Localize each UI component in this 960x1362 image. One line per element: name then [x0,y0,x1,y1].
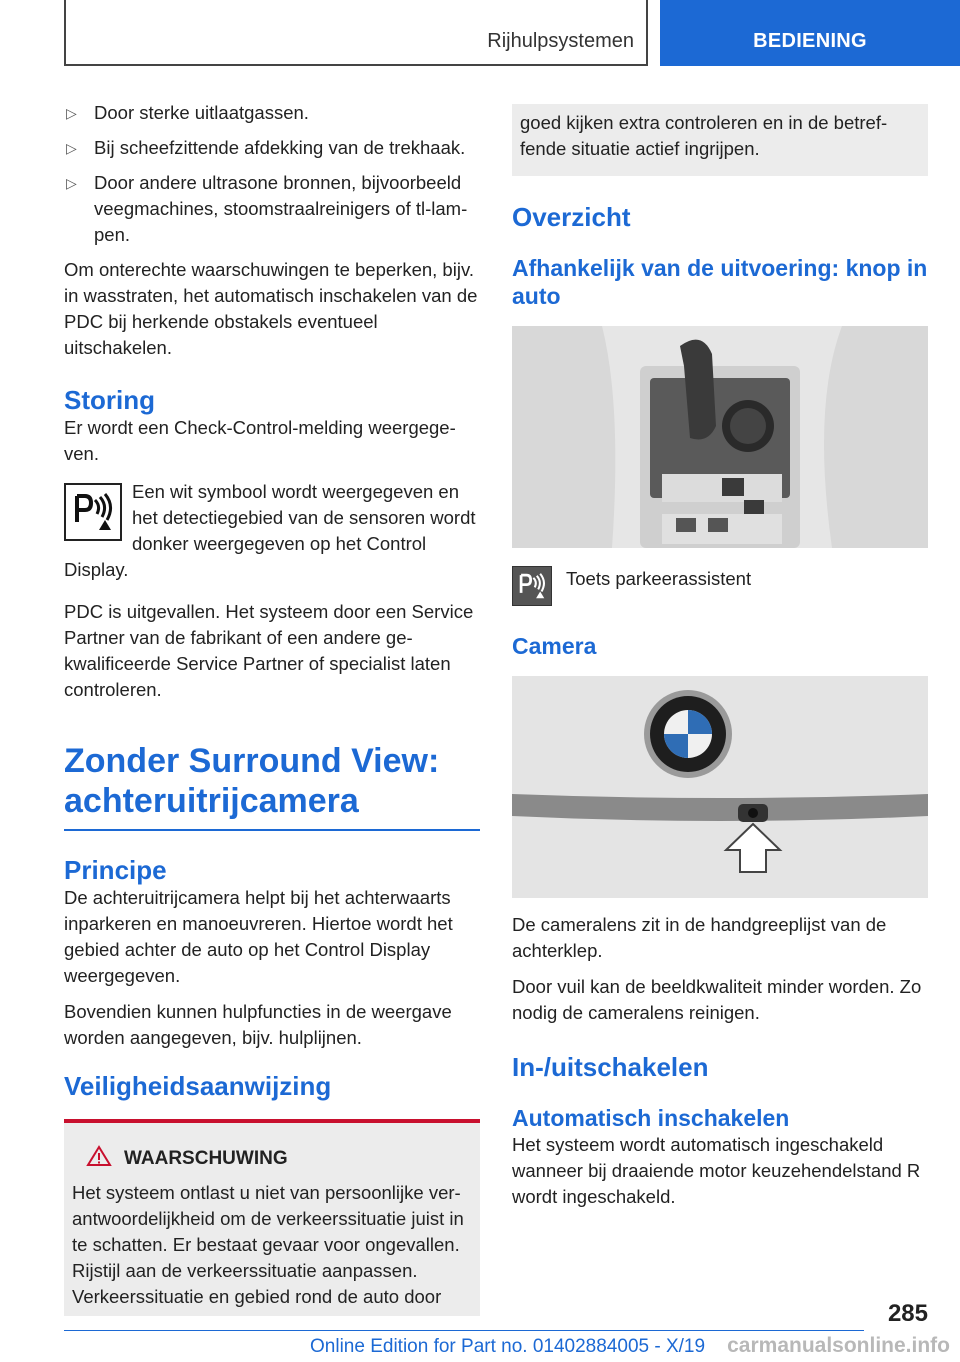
subsection-heading-automatisch: Automatisch inschakelen [512,1105,790,1131]
bullet-triangle-icon: ▷ [66,175,77,191]
heading-rule [64,829,480,831]
left-column [64,100,480,1316]
section-heading-principe: Principe [64,855,167,885]
section-heading-overzicht: Overzicht [512,202,631,232]
right-column [512,104,928,1220]
body-paragraph: Om onterechte waarschuwingen te beperken, bijv. in wasstraten, het automatisch inschakelen van de PDC bij herkende obstakels eventueel uitschakelen. [64,259,478,358]
bullet-triangle-icon: ▷ [66,105,77,121]
list-item: ▷ Bij scheefzittende afdekking van de trekhaak. [64,135,480,161]
symbol-paragraph [64,479,480,583]
subsection-heading-knop: Afhankelijk van de uitvoering: knop in auto [512,255,928,309]
body-paragraph: Bovendien kunnen hulpfuncties in de weergave worden aangegeven, bijv. hulplijnen. [64,1001,452,1048]
body-paragraph: De cameralens zit in de handgreeplijst van de achterklep. [512,914,887,961]
camera-photo [512,676,928,898]
warning-title: WAARSCHUWING [86,1145,472,1172]
header-section-title: Rijhulpsystemen [487,30,634,52]
warning-box [64,1119,480,1316]
page-number: 285 [887,1300,928,1327]
chapter-heading: Zonder Surround View: achteruitrijcamera [64,742,440,820]
subsection-heading-camera: Camera [512,633,597,659]
section-heading-veiligheid: Veiligheidsaanwijzing [64,1071,332,1101]
button-caption: Toets parkeerassistent [512,566,928,606]
header-chapter-label: BEDIENING [753,30,867,52]
header-chapter-tab[interactable] [660,0,960,66]
body-paragraph: Een wit symbool wordt weergegeven en het detectiegebied van de sensoren wordt donker weergegeven op het Control Display. [64,481,476,580]
watermark: carmanualsonline.info [727,1334,950,1357]
body-paragraph: PDC is uitgevallen. Het systeem door een Service Partner van de fabrikant of een andere gekwalificeerde Service Partner of specialist laten controleren. [64,601,474,700]
parking-sensor-icon [64,483,122,541]
warning-box-continued [512,104,928,176]
bullet-triangle-icon: ▷ [66,140,77,156]
body-paragraph: Door vuil kan de beeldkwaliteit minder worden. Zo nodig de cameralens reinigen. [512,976,922,1023]
warning-text: Het systeem ontlast u niet van persoonlijke verantwoordelijkheid om de verkeerssituatie juist in te schatten. Er bestaat gevaar voor ongevallen. Rijstijl aan de verkeerssituatie aanpassen. Verkeerssituatie en gebied rond de auto door [72,1182,464,1307]
warning-text: goed kijken extra controleren en in de betreffende situatie actief ingrijpen. [520,112,888,159]
section-heading-inuit: In-/uitschakelen [512,1052,709,1082]
header-section-frame [64,0,648,66]
parking-sensor-icon [512,566,552,606]
body-paragraph: Er wordt een Check-Control-melding weergegeven. [64,417,456,464]
body-paragraph: Het systeem wordt automatisch ingeschakeld wanneer bij draaiende motor keuzehendelstand R wordt ingeschakeld. [512,1134,921,1207]
body-paragraph: De achteruitrijcamera helpt bij het achterwaarts inparkeren en manoeuvreren. Hiertoe wordt het gebied achter de auto op het Control Display weergegeven. [64,887,453,986]
warning-triangle-icon [86,1145,112,1172]
footer-rule [64,1330,864,1331]
footer-edition: Online Edition for Part no. 01402884005 - X/19 [310,1336,706,1357]
console-photo [512,326,928,548]
list-item: ▷ Door sterke uitlaatgassen. [64,100,480,126]
list-item: ▷ Door andere ultrasone bronnen, bijvoorbeeld veegmachines, stoomstraalreinigers of tl-lampen. [66,172,468,245]
section-heading-storing: Storing [64,385,155,415]
